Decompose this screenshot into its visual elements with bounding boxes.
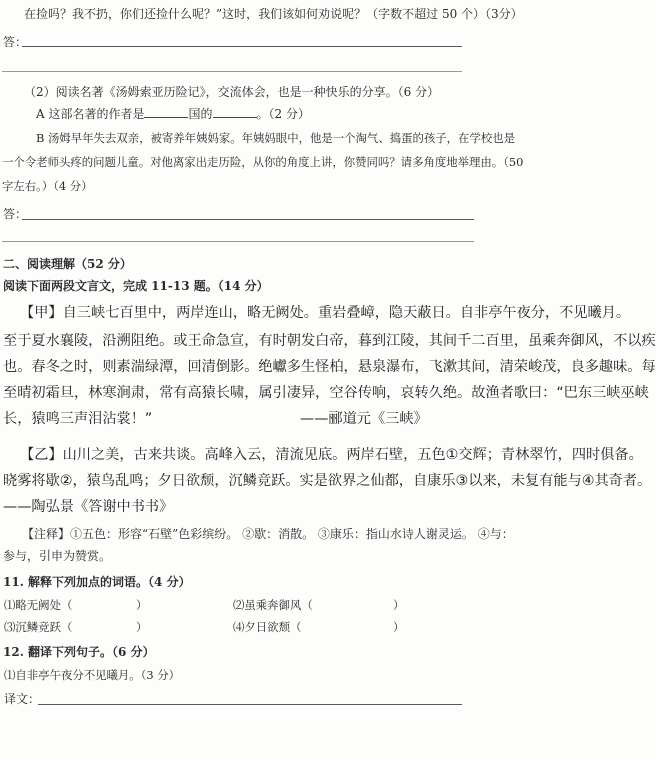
jia-line-5: 长，猿鸣三声泪沾裳！” [3,411,153,427]
answer-label-top: 答： [3,35,28,49]
q11-item-4-close: ） [393,620,405,634]
section2-instruction: 阅读下面两段文言文，完成 11-13 题。（14 分） [3,279,269,293]
answer-line-q2-1[interactable] [22,219,474,220]
answer-line-q2-2[interactable] [2,241,474,242]
q11-item-4: ⑷夕日欲颓（ [233,620,302,634]
jia-line-2: 至于夏水襄陵，沿溯阻绝。或王命急宣，有时朝发白帝，暮到江陵，其间千二百里，虽乘奔御风，不以疾 [3,333,656,349]
q2-b-line-3: 字左右。）（4 分） [2,179,93,193]
q2-b-line-2: 一个令老师头疼的问题儿童。对他离家出走历险，从你的角度上讲，你赞同吗？请多角度地举理由。（50 [2,155,524,169]
q2-a-text-2: 国的 [188,107,213,121]
section2-heading: 二、阅读理解（52 分） [3,257,132,271]
q11-item-1: ⑴略无阙处（ [4,598,73,612]
jia-line-3: 也。春冬之时，则素湍绿潭，回清倒影。绝巘多生怪柏，悬泉瀑布，飞漱其间，清荣峻茂，良多趣味。每 [3,359,656,375]
q2-a-blank-author[interactable] [144,107,188,118]
answer-line-top-1[interactable] [22,46,462,47]
q11-title: 11. 解释下列加点的词语。（4 分） [3,575,191,589]
jia-line-1: 【甲】自三峡七百里中，两岸连山，略无阙处。重岩叠嶂，隐天蔽日。自非亭午夜分，不见曦月。 [20,305,631,321]
q2-a-blank-nationality[interactable] [213,107,257,118]
q11-item-3: ⑶沉鳞竞跃（ [4,620,73,634]
answer-line-top-2[interactable] [2,71,462,72]
notes-line-2: 参与，引申为赞赏。 [3,549,112,563]
q2-intro: （2）阅读名著《汤姆索亚历险记》，交流体会，也是一种快乐的分享。（6 分） [24,85,440,99]
q12-answer-label: 译文： [4,692,41,706]
jia-source: ——郦道元《三峡》 [300,411,428,427]
q11-item-1-close: ） [136,598,148,612]
q11-item-2-close: ） [393,598,405,612]
q2-a-text-3: 。（2 分） [256,107,310,121]
jia-line-4: 至晴初霜旦，林寒涧肃，常有高猿长啸，属引凄异，空谷传响，哀转久绝。故渔者歌曰：“巴东三峡巫峡 [3,385,649,401]
notes-line-1: 【注释】①五色：形容“石壁”色彩缤纷。 ②歇：消散。 ③康乐：指山水诗人谢灵运。 ④与： [22,527,514,541]
q2-b-line-1: B 汤姆早年失去双亲，被寄养年姨妈家。年姨妈眼中，他是一个淘气、捣蛋的孩子，在学校也是 [36,131,516,145]
q11-item-3-close: ） [136,620,148,634]
q12-item-1: ⑴自非亭午夜分不见曦月。（3 分） [4,668,181,682]
answer-label-q2: 答： [3,207,28,221]
top-question-line: 在捡吗？我不扔，你们还捡什么呢？”这时，我们该如何劝说呢？（字数不超过 50 个）（3分） [24,7,523,21]
q2-part-a [36,107,310,121]
yi-line-1: 【乙】山川之美，古来共谈。高峰入云，清流见底。两岸石壁，五色①交辉；青林翠竹，四时俱备。 [20,447,643,463]
q11-item-2: ⑵虽乘奔御风（ [233,598,313,612]
yi-line-2: 晓雾将歇②，猿鸟乱鸣；夕日欲颓，沉鳞竞跃。实是欲界之仙都，自康乐③以来，未复有能与④其奇者。 [3,473,652,489]
yi-source: ——陶弘景《答谢中书书》 [3,499,174,515]
q12-title: 12. 翻译下列句子。（6 分） [3,645,155,659]
q12-answer-line[interactable] [38,704,462,705]
q2-a-text-1: A 这部名著的作者是 [36,107,145,121]
